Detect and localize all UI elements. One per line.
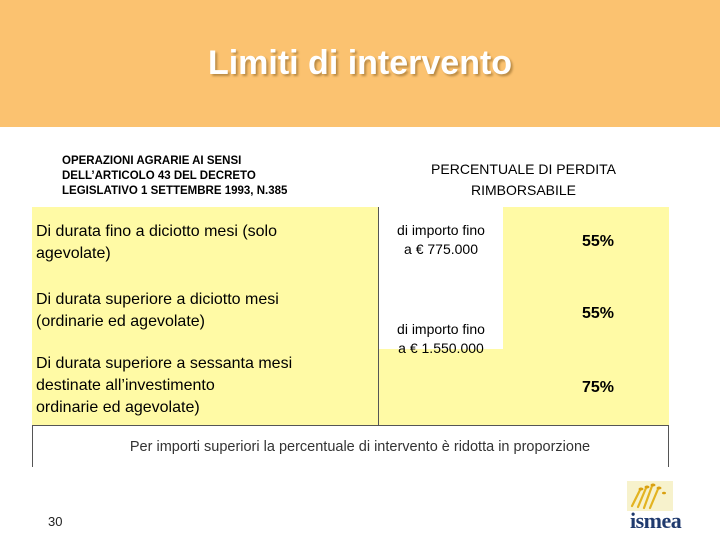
header-right-text: PERCENTUALE DI PERDITA RIMBORSABILE [431,161,616,198]
table-body [32,207,669,425]
percent-1: 55% [581,233,615,250]
page-number: 30 [48,514,63,529]
row-label-1: Di durata fino a diciotto mesi (solo agevolate) [36,223,277,262]
table-header-left [32,151,378,207]
percent-3: 75% [581,379,615,396]
amount-1: di importo fino a € 775.000 [397,222,485,257]
table-header-right [378,151,669,207]
logo-text: ismea [630,508,682,533]
row-label-3: Di durata superiore a sessanta mesi destinate all’investimento ordinarie ed agevolate) [36,355,293,416]
row-label-2: Di durata superiore a diciotto mesi (ordinarie ed agevolate) [36,291,279,330]
footnote: Per importi superiori la percentuale di intervento è ridotta in proporzione [129,439,591,455]
amount-2: di importo fino a € 1.550.000 [397,321,485,356]
percent-2: 55% [581,305,615,322]
header-left-text: OPERAZIONI AGRARIE AI SENSI DELL’ARTICOLO 43 DEL DECRETO LEGISLATIVO 1 SETTEMBRE 1993, N.385 [62,155,288,197]
slide-title: Limiti di intervento [207,44,513,82]
